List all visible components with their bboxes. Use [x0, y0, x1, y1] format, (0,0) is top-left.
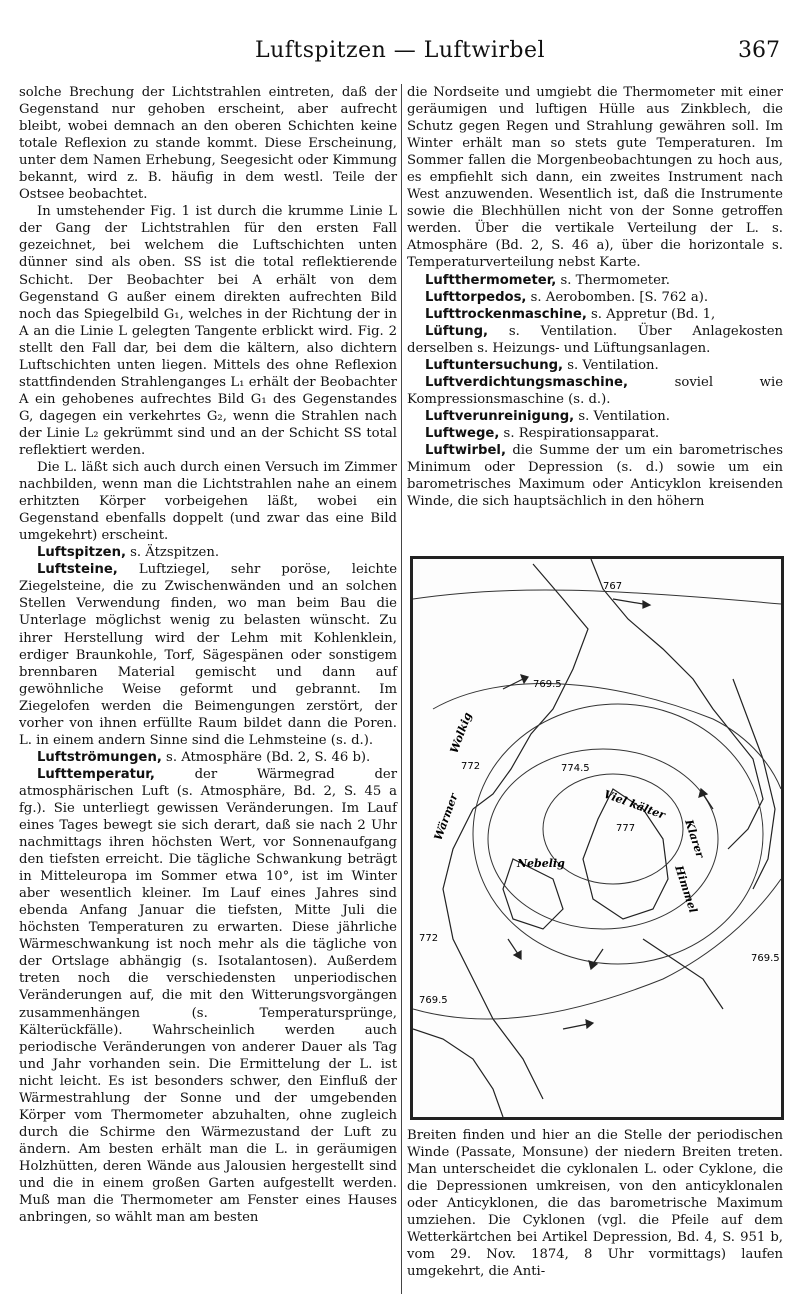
isobar-label: 772 [419, 933, 439, 944]
isobar-label: 777 [616, 823, 636, 834]
dictionary-entry [19, 544, 397, 561]
entry-headword: Luftverdichtungsmaschine, [425, 374, 628, 390]
entry-headword: Lufttrockenmaschine, [425, 306, 587, 322]
paragraph: Die L. läßt sich auch durch einen Versuch im Zimmer nachbilden, wenn man die Lichtstrahlen nahe an einem erhitzten Körper vorbeigehen läßt, wobei ein Gegenstand ebenfalls doppelt (und zwar das eine Bild umgekehrt) erscheint. [19, 460, 397, 544]
isobar-label: 767 [603, 581, 623, 592]
entry-text: s. Aerobomben. [S. 762 a). [526, 289, 709, 305]
entry-text: s. Respirationsapparat. [499, 425, 660, 441]
entry-text: Luftziegel, sehr poröse, leichte Ziegelsteine, die zu Zwischenwänden und an solchen Stellen Verwendung finden, wo man beim Bau die Unterlage möglichst wenig zu belasten wünscht. Zu ihrer Herstellung wird der Lehm mit Kohlenklein, erdiger Braunkohle, Torf, Sägespänen oder sonstigem brennbaren Material gemischt und dann auf gewöhnliche Weise geformt und gebrannt. Im Ziegelofen werden die Beimengungen zerstört, der vorher von ihnen erfüllte Raum bildet dann die Poren. L. in einem andern Sinne sind die Lehmsteine (s. d.). [19, 562, 397, 748]
isobar-label: 769.5 [419, 995, 448, 1006]
dictionary-entry [19, 749, 397, 766]
map-word-klarer: Klarer [682, 817, 707, 860]
right-column-top [407, 84, 783, 510]
entry-headword: Luftspitzen, [37, 545, 126, 561]
dictionary-entry [407, 306, 783, 323]
running-title: Luftspitzen — Luftwirbel [254, 38, 546, 63]
dictionary-entry [407, 323, 783, 357]
entry-text: s. Ventilation. [563, 357, 659, 373]
entry-text: die Summe der um ein barometrisches Minimum oder Depression (s. d.) sowie um ein barometrisches Maximum oder Anticyklon kreisenden Winde, die sich hauptsächlich in den höhern [407, 442, 783, 510]
dictionary-entry [19, 766, 397, 1226]
map-word-wolkig: Wolkig [447, 710, 475, 756]
entry-headword: Lüftung, [425, 323, 489, 339]
dictionary-entry [407, 289, 783, 306]
left-column [19, 84, 397, 1226]
entry-text: s. Thermometer. [556, 272, 670, 288]
entry-headword: Luftverunreinigung, [425, 408, 575, 424]
entry-headword: Luftsteine, [37, 562, 118, 578]
dictionary-entry [19, 561, 397, 749]
entry-headword: Lufttorpedos, [425, 289, 527, 305]
dictionary-entry [407, 425, 783, 442]
entry-text: soviel wie Kompressionsmaschine (s. d.). [407, 374, 783, 407]
entry-headword: Luftwirbel, [425, 442, 506, 458]
entry-headword: Lufttemperatur, [37, 766, 155, 782]
page-number: 367 [738, 38, 780, 63]
entry-text: s. Ventilation. Über Anlagekosten derselben s. Heizungs- und Lüftungsanlagen. [407, 323, 783, 356]
coastline [413, 559, 775, 1117]
entry-text: s. Ventilation. [574, 408, 670, 424]
weather-map [413, 559, 781, 1117]
isobar-lines [413, 590, 781, 1019]
right-column-bottom [407, 1127, 783, 1280]
paragraph: solche Brechung der Lichtstrahlen eintreten, daß der Gegenstand nur gehoben erscheint, aber aufrecht bleibt, wobei demnach an den oberen Schichten keine totale Reflexion zu stande kommt. Diese Erscheinung, unter dem Namen Erhebung, Seegesicht oder Kimmung bekannt, wird z. B. häufig in dem westl. Teile der Ostsee beobachtet. [19, 85, 397, 203]
weather-map-figure [410, 556, 784, 1120]
paragraph: Breiten finden und hier an die Stelle der periodischen Winde (Passate, Monsune) der niedern Breiten treten. Man unterscheidet die cyklonalen L. oder Cyklone, die die Depressionen umkreisen, von den anticyklonalen oder Anticyklonen, die das barometrische Maximum umziehen. Die Cyklonen (vgl. die Pfeile auf dem Wetterkärtchen bei Artikel Depression, Bd. 4, S. 951 b, vom 29. Nov. 1874, 8 Uhr vormittags) laufen umgekehrt, die Anti- [407, 1128, 783, 1280]
dictionary-entry [407, 357, 783, 374]
map-word-himmel: Himmel [672, 863, 700, 915]
isobar-label: 772 [461, 761, 481, 772]
entry-headword: Luftthermometer, [425, 272, 557, 288]
isobar-label: 769.5 [533, 679, 562, 690]
entry-headword: Luftwege, [425, 425, 500, 441]
map-word-waermer: Wärmer [431, 791, 461, 843]
map-word-nebelig: Nebelig [517, 857, 565, 870]
paragraph: die Nordseite und umgiebt die Thermometer mit einer geräumigen und luftigen Hülle aus Zinkblech, die Schutz gegen Regen und Strahlung gewähren soll. Im Winter erhält man so stets gute Temperaturen. Im Sommer fallen die Morgenbeobachtungen zu hoch aus, es empfiehlt sich dann, ein zweites Instrument nach West anzuwenden. Wesentlich ist, daß die Instrumente sowie die Blechhüllen nicht von der Sonne getroffen werden. Über die vertikale Verteilung der L. s. Atmosphäre (Bd. 2, S. 46 a), über die horizontale s. Temperaturverteilung nebst Karte. [407, 85, 783, 271]
map-word-viel-kaelter: Viel kälter [601, 787, 667, 822]
dictionary-entry [407, 442, 783, 510]
entry-text: s. Appretur (Bd. 1, [586, 306, 716, 322]
column-divider [401, 84, 402, 1294]
entry-headword: Luftuntersuchung, [425, 357, 564, 373]
dictionary-entry [407, 408, 783, 425]
page-header [20, 38, 780, 72]
isobar-label: 769.5 [751, 953, 780, 964]
entry-text: der Wärmegrad der atmosphärischen Luft (s. Atmosphäre, Bd. 2, S. 45 a fg.). Sie unterliegt gewissen Veränderungen. Im Lauf eines Tages bewegt sie sich derart, daß sie nach 2 Uhr nachmittags ihren höchsten Wert, vor Sonnenaufgang den tiefsten erreicht. Die tägliche Schwankung beträgt in Mitteleuropa im Sommer etwa 10°, ist im Winter aber wesentlich kleiner. Im Lauf eines Jahres sind ebenda Anfang Januar die tiefsten, Mitte Juli die höchsten Temperaturen zu erwarten. Diese jährliche Wärmeschwankung ist noch mehr als die tägliche von der Ortslage abhängig (s. Isotalantosen). Außerdem treten noch die verschiedensten unperiodischen Veränderungen auf, die mit den Witterungsvorgängen zusammenhängen (s. Temperatursprünge, Kälterückfälle). Wahrscheinlich werden auch periodische Veränderungen von anderer Dauer als Tag und Jahr vorhanden sein. Die Ermittelung der L. ist nicht leicht. Es ist besonders schwer, den Einfluß der Wärmestrahlung der Sonne und der umgebenden Körper vom Thermometer abzuhalten, ohne zugleich durch die Schirme den Wärmezustand der Luft zu ändern. Am besten erhält man die L. in geräumigen Holzhütten, deren Wände aus Jalousien hergestellt sind und die in einem großen Garten aufgestellt werden. Muß man die Thermometer am Fenster eines Hauses anbringen, so wählt man am besten [19, 766, 397, 1226]
dictionary-entry [407, 272, 783, 289]
dictionary-entry [407, 374, 783, 408]
entry-text: s. Ätzspitzen. [125, 545, 220, 561]
isobar-label: 774.5 [561, 763, 590, 774]
entry-headword: Luftströmungen, [37, 749, 162, 765]
entry-text: s. Atmosphäre (Bd. 2, S. 46 b). [161, 749, 371, 765]
paragraph: In umstehender Fig. 1 ist durch die krumme Linie L der Gang der Lichtstrahlen für den ersten Fall gezeichnet, bei welchem die Luftschichten unten dünner sind als oben. SS ist die total reflektierende Schicht. Der Beobachter bei A erhält von dem Gegenstand G außer einem direkten aufrechten Bild noch das Spiegelbild G₁, welches in der Richtung der in A an die Linie L gelegten Tangente erblickt wird. Fig. 2 stellt den Fall dar, bei dem die kältern, also dichtern Luftschichten unten liegen. Mittels des ohne Reflexion stattfindenden Strahlenganges L₁ erhält der Beobachter A ein gehobenes aufrechtes Bild G₁ des Gegenstandes G, dagegen ein verkehrtes G₂, wenn die Strahlen nach der Linie L₂ gekrümmt sind und an der Schicht SS total reflektiert werden. [19, 204, 397, 458]
